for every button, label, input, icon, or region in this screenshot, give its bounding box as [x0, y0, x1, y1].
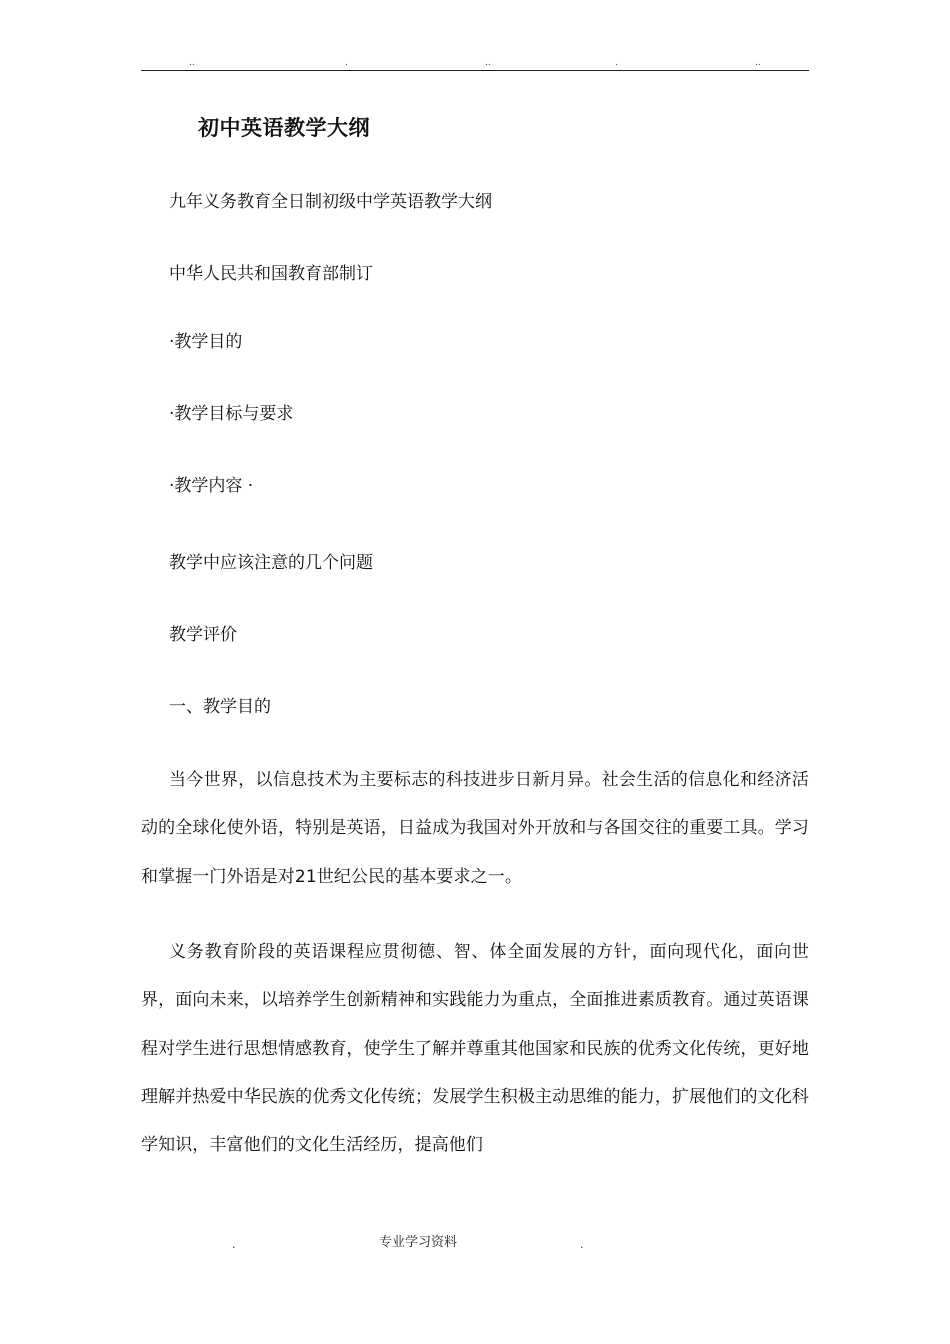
header-mark: ..	[189, 58, 195, 68]
footer-mark: .	[580, 1238, 584, 1251]
header-mark: ..	[755, 58, 761, 68]
header-mark: .	[345, 58, 348, 68]
footer-text: 专业学习资料	[379, 1235, 458, 1250]
subtitle-line: 九年义务教育全日制初级中学英语教学大纲	[169, 192, 492, 212]
toc-item: ·教学目标与要求	[169, 404, 294, 424]
section-heading: 一、教学目的	[169, 697, 271, 717]
issuer-line: 中华人民共和国教育部制订	[169, 264, 373, 284]
document-title: 初中英语教学大纲	[198, 116, 370, 140]
footer-mark: .	[232, 1238, 236, 1251]
toc-item: ·教学目的	[169, 332, 243, 352]
toc-item: 教学评价	[169, 625, 237, 645]
toc-item: 教学中应该注意的几个问题	[169, 553, 373, 573]
body-paragraph: 义务教育阶段的英语课程应贯彻德、智、体全面发展的方针，面向现代化，面向世界，面向未来，以培养学生创新精神和实践能力为重点，全面推进素质教育。通过英语课程对学生进行思想情感教育，使学生了解并尊重其他国家和民族的优秀文化传统，更好地理解并热爱中华民族的优秀文化传统；发展学生积极主动思维的能力，扩展他们的文化科学知识，丰富他们的文化生活经历，提高他们	[141, 942, 809, 1156]
header-rule	[141, 70, 809, 71]
page-footer	[0, 1233, 950, 1253]
header-mark: .	[615, 58, 618, 68]
toc-item: ·教学内容 ·	[169, 476, 254, 496]
body-paragraph: 当今世界，以信息技术为主要标志的科技进步日新月异。社会生活的信息化和经济活动的全球化使外语，特别是英语，日益成为我国对外开放和与各国交往的重要工具。学习和掌握一门外语是对21世纪公民的基本要求之一。	[141, 770, 809, 887]
header-mark: ..	[485, 58, 491, 68]
